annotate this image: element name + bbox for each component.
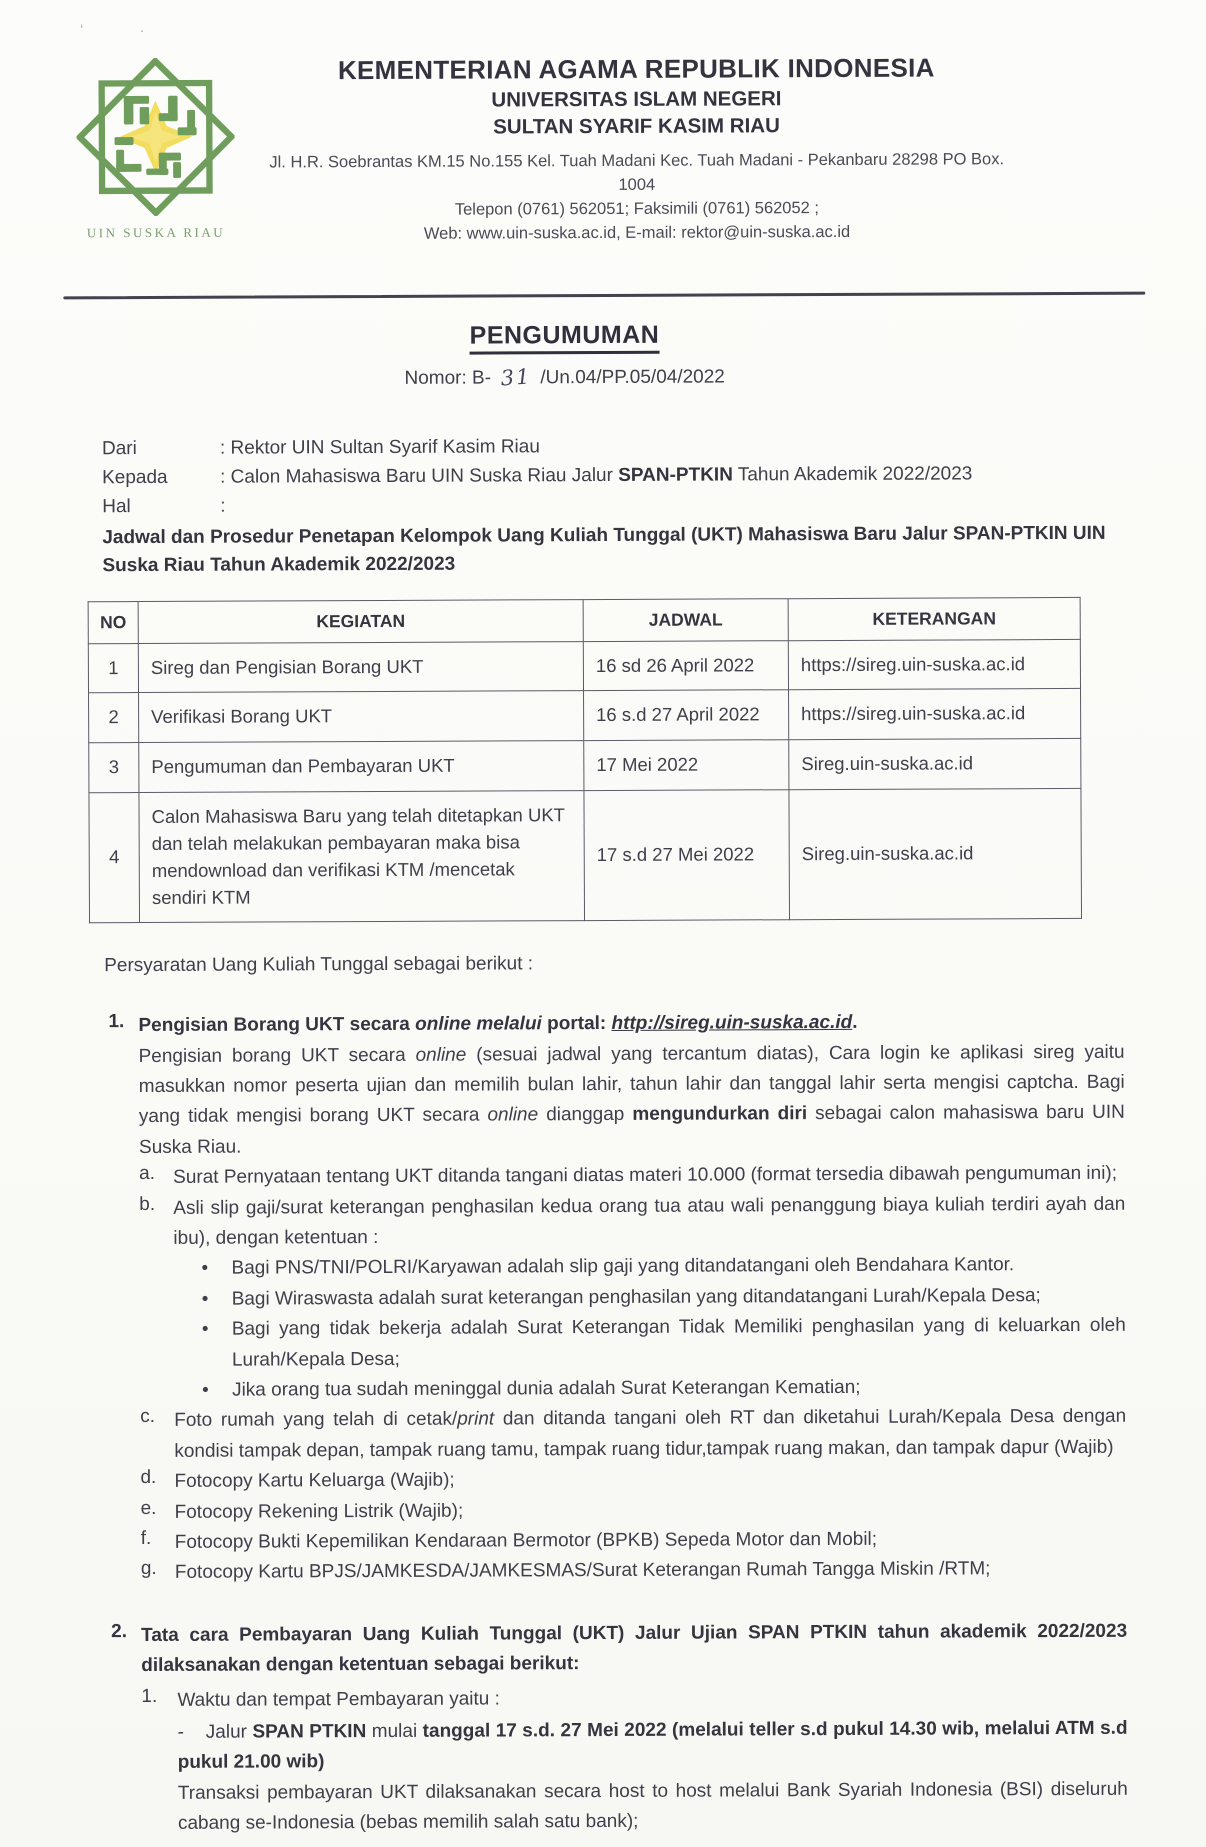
bullet-icon: • bbox=[201, 1318, 209, 1340]
sub-marker: d. bbox=[140, 1467, 157, 1489]
cell-jadwal: 16 s.d 27 April 2022 bbox=[584, 690, 789, 741]
bullet-icon: • bbox=[201, 1258, 209, 1280]
cell-keterangan: https://sireg.uin-suska.ac.id bbox=[789, 689, 1081, 740]
sub-marker: b. bbox=[139, 1193, 156, 1215]
dash-line: - Jalur SPAN PTKIN mulai tanggal 17 s.d. 27 Mei 2022 (melalui teller s.d pukul 14.30 wib, melalui ATM s.d pukul 21.00 wib) bbox=[177, 1717, 1128, 1774]
cell-keterangan: https://sireg.uin-suska.ac.id bbox=[788, 639, 1080, 690]
page-title: PENGUMUMAN bbox=[470, 321, 660, 355]
meta-row-kepada bbox=[102, 460, 1120, 493]
sub-marker: c. bbox=[140, 1406, 156, 1428]
bullet-item bbox=[201, 1250, 1125, 1284]
bullet-item bbox=[202, 1372, 1126, 1406]
list-marker: 2. bbox=[111, 1620, 128, 1642]
letter-meta bbox=[102, 431, 1121, 581]
table-header-row bbox=[88, 597, 1080, 643]
cell-jadwal: 17 s.d 27 Mei 2022 bbox=[584, 790, 790, 921]
item1-heading: Pengisian Borang UKT secara online melalui portal: http://sireg.uin-suska.ac.id. bbox=[138, 1012, 858, 1037]
bullet-icon: • bbox=[202, 1379, 209, 1401]
transaksi-paragraph: Transaksi pembayaran UKT dilaksanakan secara host to host melalui Bank Syariah Indonesia (BSI) diseluruh cabang se-Indonesia (bebas memilih salah satu bank); bbox=[177, 1778, 1128, 1834]
sub-marker: a. bbox=[139, 1163, 156, 1185]
hal-value: : bbox=[220, 495, 226, 517]
cell-keterangan: Sireg.uin-suska.ac.id bbox=[789, 739, 1081, 790]
sub-marker: g. bbox=[140, 1558, 157, 1580]
sub-marker: e. bbox=[140, 1497, 157, 1519]
bullet-item bbox=[202, 1311, 1126, 1376]
cell-kegiatan: Verifikasi Borang UKT bbox=[139, 691, 584, 743]
sub-item-a-text: Surat Pernyataan tentang UKT ditanda tangani diatas materi 10.000 (format tersedia dibawah pengumuman ini); bbox=[173, 1163, 1118, 1189]
table-row bbox=[88, 639, 1080, 693]
logo-caption: UIN SUSKA RIAU bbox=[86, 224, 226, 241]
hal-label: Hal bbox=[102, 495, 131, 517]
list-marker: 1. bbox=[108, 1011, 125, 1033]
cell-jadwal: 17 Mei 2022 bbox=[584, 740, 789, 791]
schedule-table bbox=[88, 597, 1082, 924]
address-line: Jl. H.R. Soebrantas KM.15 No.155 Kel. Tuah Madani Kec. Tuah Madani - Pekanbaru 28298 PO Box. 1004 bbox=[269, 150, 1005, 194]
campus-name: SULTAN SYARIF KASIM RIAU bbox=[493, 114, 780, 139]
cell-no: 4 bbox=[89, 793, 140, 923]
sub-item-f bbox=[141, 1524, 1127, 1559]
pen-marks: ʻ · bbox=[80, 22, 171, 39]
meta-row-hal bbox=[102, 488, 1120, 521]
bullet-item bbox=[202, 1281, 1126, 1315]
cell-no: 1 bbox=[88, 643, 138, 693]
sub-item-g bbox=[141, 1554, 1127, 1589]
item2-heading: Tata cara Pembayaran Uang Kuliah Tunggal (UKT) Jalur Ujian SPAN PTKIN tahun akademik 2022/2023 dilaksanakan dengan ketentuan sebagai berikut: bbox=[141, 1620, 1128, 1677]
letter-number-suffix: /Un.04/PP.05/04/2022 bbox=[540, 366, 725, 389]
sub-item-c-text: Foto rumah yang telah di cetak/print dan ditanda tangani oleh RT dan diketahui Lurah/Kepala Desa dengan kondisi tampak depan, tampak ruang tamu, tampak ruang tidur,tampak ruang makan, dan tampak dapur (Wajib) bbox=[174, 1406, 1127, 1462]
sub-item-e-text: Fotocopy Rekening Listrik (Wajib); bbox=[174, 1500, 464, 1523]
sub-item-waktu bbox=[141, 1681, 1128, 1839]
dari-label: Dari bbox=[101, 438, 137, 460]
university-logo-block bbox=[74, 58, 237, 242]
letterhead-text bbox=[252, 52, 1021, 247]
dari-value: : Rektor UIN Sultan Syarif Kasim Riau bbox=[219, 436, 540, 459]
sub-item-c bbox=[140, 1402, 1126, 1467]
ministry-name: KEMENTERIAN AGAMA REPUBLIK INDONESIA bbox=[337, 52, 935, 86]
waktu-heading: Waktu dan tempat Pembayaran yaitu : bbox=[177, 1687, 500, 1711]
cell-jadwal: 16 sd 26 April 2022 bbox=[583, 640, 788, 691]
table-row bbox=[89, 739, 1081, 793]
table-row bbox=[89, 788, 1082, 923]
cell-kegiatan: Calon Mahasiswa Baru yang telah ditetapkan UKT dan telah melakukan pembayaran maka bisa mendownload dan verifikasi KTM /mencetak sendiri KTM bbox=[139, 791, 585, 923]
sub-item-d-text: Fotocopy Kartu Keluarga (Wajib); bbox=[174, 1469, 455, 1493]
table-row bbox=[89, 689, 1081, 743]
column-header-kegiatan: KEGIATAN bbox=[138, 599, 583, 643]
letter-number bbox=[0, 362, 1168, 392]
column-header-no: NO bbox=[88, 601, 138, 643]
meta-row-dari bbox=[102, 431, 1120, 464]
requirements-list bbox=[108, 1007, 1128, 1840]
cell-kegiatan: Sireg dan Pengisian Borang UKT bbox=[138, 641, 583, 693]
column-header-keterangan: KETERANGAN bbox=[788, 597, 1080, 640]
bullet-icon: • bbox=[201, 1288, 209, 1310]
sub-marker: 1. bbox=[141, 1685, 158, 1707]
university-logo-icon bbox=[76, 58, 235, 217]
phone-line: Telepon (0761) 562051; Faksimili (0761) 562052 ; bbox=[454, 198, 820, 219]
cell-kegiatan: Pengumuman dan Pembayaran UKT bbox=[139, 741, 584, 793]
university-name: UNIVERSITAS ISLAM NEGERI bbox=[491, 87, 782, 112]
letter-subject: Jadwal dan Prosedur Penetapan Kelompok Uang Kuliah Tunggal (UKT) Mahasiswa Baru Jalur SPAN-PTKIN UIN Suska Riau Tahun Akademik 2022/2023 bbox=[102, 522, 1106, 577]
letterhead bbox=[0, 0, 1206, 283]
sub-item-d bbox=[140, 1463, 1126, 1498]
column-header-jadwal: JADWAL bbox=[583, 598, 788, 641]
sub-item-b-text: Asli slip gaji/surat keterangan penghasilan kedua orang tua atau wali penanggung biaya kuliah terdiri ayah dan ibu), dengan ketentuan : bbox=[173, 1193, 1126, 1249]
sub-marker: f. bbox=[140, 1527, 152, 1549]
kepada-label: Kepada bbox=[102, 466, 168, 489]
sub-item-g-text: Fotocopy Kartu BPJS/JAMKESDA/JAMKESMAS/Surat Keterangan Rumah Tangga Miskin /RTM; bbox=[174, 1558, 991, 1584]
letterhead-divider bbox=[63, 292, 1145, 300]
cell-no: 3 bbox=[89, 743, 139, 793]
sub-item-e bbox=[141, 1493, 1127, 1528]
cell-no: 2 bbox=[89, 693, 139, 743]
letter-number-handwritten: 31 bbox=[499, 364, 532, 391]
bullet-text: Jika orang tua sudah meninggal dunia adalah Surat Keterangan Kematian; bbox=[232, 1376, 861, 1401]
web-email-line: Web: www.uin-suska.ac.id, E-mail: rektor@uin-suska.ac.id bbox=[423, 222, 851, 243]
kepada-value: : Calon Mahasiswa Baru UIN Suska Riau Jalur SPAN-PTKIN Tahun Akademik 2022/2023 bbox=[220, 463, 973, 488]
list-item-1 bbox=[108, 1007, 1127, 1589]
bullet-text: Bagi yang tidak bekerja adalah Surat Keterangan Tidak Memiliki penghasilan yang di keluarkan oleh Lurah/Kepala Desa; bbox=[231, 1314, 1126, 1371]
sub-item-b bbox=[139, 1189, 1126, 1406]
persyaratan-intro: Persyaratan Uang Kuliah Tunggal sebagai berikut : bbox=[104, 953, 534, 977]
bullet-text: Bagi PNS/TNI/POLRI/Karyawan adalah slip gaji yang ditandatangani oleh Bendahara Kantor. bbox=[231, 1254, 1015, 1280]
sub-item-a bbox=[139, 1159, 1125, 1194]
list-item-2 bbox=[111, 1616, 1128, 1839]
bullet-text: Bagi Wiraswasta adalah surat keterangan penghasilan yang ditandatangani Lurah/Kepala Desa; bbox=[231, 1284, 1041, 1310]
bullet-list bbox=[201, 1250, 1126, 1406]
item1-paragraph: Pengisian borang UKT secara online (sesuai jadwal yang tercantum diatas), Cara login ke aplikasi sireg yaitu masukkan nomor peserta ujian dan memilih bulan lahir, tahun lahir dan tanggal lahir serta mengisi captcha. Bagi yang tidak mengisi borang UKT secara online dianggap mengundurkan diri sebagai calon mahasiswa baru UIN Suska Riau. bbox=[138, 1041, 1125, 1158]
sub-item-f-text: Fotocopy Bukti Kepemilikan Kendaraan Bermotor (BPKB) Sepeda Motor dan Mobil; bbox=[174, 1528, 878, 1553]
letter-number-prefix: Nomor: B- bbox=[404, 367, 492, 389]
cell-keterangan: Sireg.uin-suska.ac.id bbox=[789, 788, 1082, 920]
